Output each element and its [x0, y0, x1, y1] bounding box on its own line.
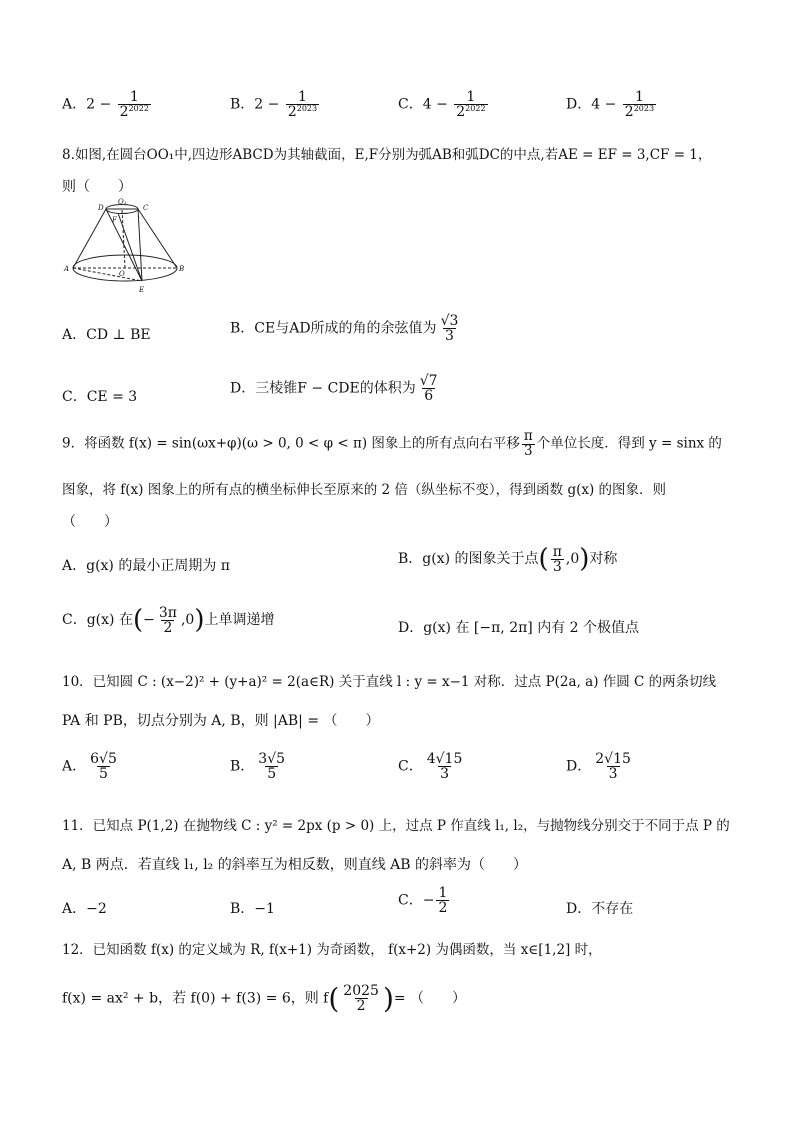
- q12-stem-line1: 12．已知函数 f(x) 的定义域为 R, f(x+1) 为奇函数， f(x+2) 为偶函数，当 x∈[1,2] 时，: [62, 942, 602, 958]
- q7-option-b-frac: [286, 90, 319, 119]
- q11-c-den: 2: [438, 900, 448, 916]
- q10-option-c-label: C．: [398, 758, 423, 775]
- edge-BC: [138, 209, 177, 268]
- q12-rparen: ): [382, 982, 394, 1015]
- q8-b-den: 3: [445, 328, 454, 344]
- q12-stem-line2b: = （ ）: [393, 990, 467, 1007]
- q9-option-b-text: B．g(x) 的图象关于点: [398, 551, 539, 567]
- q10-c-den: 3: [440, 766, 449, 782]
- q7-c-num: 1: [466, 89, 476, 105]
- q9-c-minus: −: [143, 612, 155, 628]
- q7-option-b: [230, 90, 321, 119]
- q7-option-d-frac: [623, 90, 656, 119]
- q9-b-num: π: [552, 543, 562, 560]
- q7-d-den-base: 2: [624, 104, 634, 120]
- fig-label-o1: O₁: [118, 198, 127, 206]
- q7-option-a-frac: [118, 90, 151, 119]
- q11-stem-line2: A, B 两点．若直线 l₁, l₂ 的斜率互为相反数，则直线 AB 的斜率为（ ）: [62, 857, 528, 873]
- q7-c-den-base: 2: [456, 104, 466, 120]
- q10-b-den: 5: [267, 766, 277, 782]
- q10-option-d-frac: [593, 752, 633, 781]
- q11-option-b: B．−1: [230, 901, 275, 917]
- segment-AE: [73, 268, 142, 281]
- q10-option-b-label: B．: [230, 758, 255, 775]
- q11-option-c: [398, 886, 451, 915]
- q8-stem-line1: 8.如图,在圆台OO₁中,四边形ABCD为其轴截面，E,F分别为弧AB和弧DC的中点,若AE = EF = 3,CF = 1，: [62, 147, 712, 163]
- q10-d-num: 2√15: [595, 751, 631, 767]
- q12-stem-line2: [62, 982, 466, 1015]
- fig-label-c: C: [143, 204, 149, 212]
- q10-option-d: [566, 752, 635, 781]
- q10-stem-line1: 10．已知圆 C : (x−2)² + (y+a)² = 2(a∈R) 关于直线 l : y = x−1 对称．过点 P(2a, a) 作圆 C 的两条切线: [62, 674, 717, 690]
- q8-option-d-text: D．三棱锥F − CDE的体积为: [230, 380, 416, 397]
- q11-option-c-frac: [436, 886, 449, 915]
- q9-option-c: [62, 605, 274, 635]
- q10-option-d-label: D．: [566, 758, 592, 775]
- q9-shift-num: π: [523, 428, 533, 444]
- q7-option-c: [398, 90, 490, 119]
- axis-OO1: [122, 209, 125, 268]
- q8-option-a: A．CD ⊥ BE: [62, 327, 151, 343]
- q12-lparen: (: [328, 982, 340, 1015]
- edge-AD: [73, 209, 106, 268]
- q7-d-den-exp: 2023: [633, 104, 655, 113]
- q8-stem-line2: 则（ ）: [62, 179, 132, 195]
- q9-option-d: D．g(x) 在 [−π, 2π] 内有 2 个极值点: [398, 620, 640, 636]
- q9-b-rparen: ): [579, 544, 590, 574]
- q7-option-b-text: B．2 −: [230, 96, 284, 113]
- q11-c-num: 1: [438, 885, 448, 901]
- q9-stem-line3: （ ）: [62, 514, 118, 530]
- q11-option-d: D．不存在: [566, 901, 634, 917]
- q12-arg-num: 2025: [343, 983, 379, 999]
- q10-option-b: [230, 752, 289, 781]
- q10-c-num: 4√15: [426, 751, 463, 767]
- q9-option-b-frac: [551, 545, 564, 574]
- fig-label-b: B: [179, 265, 185, 273]
- q7-b-den-base: 2: [287, 104, 297, 120]
- q8-option-d: [230, 374, 442, 403]
- q7-a-den-base: 2: [119, 104, 129, 120]
- q8-option-b-text: B．CE与AD所成的角的余弦值为: [230, 320, 437, 337]
- q7-a-num: 1: [129, 89, 139, 105]
- q7-option-c-frac: [454, 90, 487, 119]
- q11-option-a: A．−2: [62, 901, 107, 917]
- q10-b-num: 3√5: [258, 751, 286, 767]
- q7-b-den: [286, 104, 319, 119]
- q9-c-rparen: ): [194, 605, 205, 635]
- q10-d-den: 3: [608, 766, 618, 782]
- fig-label-a: A: [64, 265, 70, 273]
- q9-b-lparen: (: [538, 544, 549, 574]
- q7-option-a: [62, 90, 153, 119]
- q7-d-den: [623, 104, 656, 119]
- q7-c-den: [454, 104, 487, 119]
- q10-option-b-frac: [256, 752, 287, 781]
- fig-label-e: E: [139, 286, 145, 294]
- q12-stem-line2a: f(x) = ax² + b，若 f(0) + f(3) = 6，则 f: [62, 990, 329, 1007]
- q8-b-num: √3: [440, 313, 459, 329]
- fig-label-d: D: [98, 204, 104, 212]
- q10-option-c-frac: [425, 752, 465, 781]
- q10-option-c: [398, 752, 466, 781]
- q7-c-den-exp: 2022: [465, 104, 486, 113]
- q9-option-a: A．g(x) 的最小正周期为 π: [62, 558, 230, 574]
- q10-option-a-frac: [88, 752, 119, 781]
- q9-b-den: 3: [552, 558, 562, 575]
- q7-option-d: [566, 90, 658, 119]
- q7-a-den-exp: 2022: [128, 104, 149, 113]
- q7-a-den: [118, 104, 151, 119]
- q9-option-c-comma: ,0: [180, 612, 195, 628]
- q7-option-a-text: A．2 −: [62, 96, 116, 113]
- q9-stem-line1: [62, 430, 722, 458]
- q10-option-a: [62, 752, 121, 781]
- q9-option-c-tail: 上单调递增: [204, 612, 275, 628]
- q9-option-c-frac: [157, 606, 179, 635]
- q8-d-num: √7: [419, 373, 438, 389]
- q10-a-den: 5: [99, 766, 108, 782]
- q7-b-den-exp: 2023: [296, 104, 318, 113]
- q7-option-c-text: C．4 −: [398, 96, 453, 113]
- q12-arg-den: 2: [356, 998, 366, 1014]
- q9-option-c-text: C．g(x) 在: [62, 612, 133, 628]
- q11-stem-line1: 11．已知点 P(1,2) 在抛物线 C : y² = 2px (p > 0) 上，过点 P 作直线 l₁, l₂，与抛物线分别交于不同于点 P 的: [62, 818, 730, 834]
- q8-option-b: [230, 314, 462, 343]
- q9-stem-line1a: 9．将函数 f(x) = sin(ωx+φ)(ω > 0, 0 < φ < π) 图象上的所有点向右平移: [62, 435, 520, 452]
- q9-option-b-tail: 对称: [589, 551, 618, 567]
- q8-d-den: 6: [424, 388, 434, 404]
- q9-c-den: 2: [163, 619, 173, 636]
- q8-option-b-frac: [439, 314, 461, 343]
- q9-c-num: 3π: [158, 604, 177, 621]
- q10-option-a-label: A．: [62, 758, 87, 775]
- q9-shift-frac: [522, 430, 535, 458]
- q9-option-b: [398, 544, 617, 574]
- q8-option-d-frac: [418, 374, 440, 403]
- q8-frustum-figure: [60, 198, 190, 298]
- q9-c-lparen: (: [132, 605, 144, 635]
- q12-arg-frac: [341, 984, 381, 1013]
- q11-option-c-label: C．−: [398, 892, 435, 909]
- q10-a-num: 6√5: [90, 751, 117, 767]
- q7-d-num: 1: [634, 89, 644, 105]
- q10-stem-line2: PA 和 PB，切点分别为 A, B，则 |AB| = （ ）: [62, 713, 380, 729]
- q7-option-d-text: D．4 −: [566, 96, 621, 113]
- q9-shift-den: 3: [524, 442, 533, 459]
- q9-stem-line2: 图象，将 f(x) 图象上的所有点的横坐标伸长至原来的 2 倍（纵坐标不变），得到函数 g(x) 的图象．则: [62, 482, 667, 498]
- q9-stem-line1b: 个单位长度．得到 y = sinx 的: [536, 435, 722, 452]
- fig-label-f: F: [112, 216, 117, 224]
- q7-b-num: 1: [298, 89, 307, 105]
- q8-option-c: C．CE = 3: [62, 389, 138, 405]
- fig-label-o: O: [119, 270, 125, 278]
- q9-option-b-comma: ,0: [565, 551, 580, 567]
